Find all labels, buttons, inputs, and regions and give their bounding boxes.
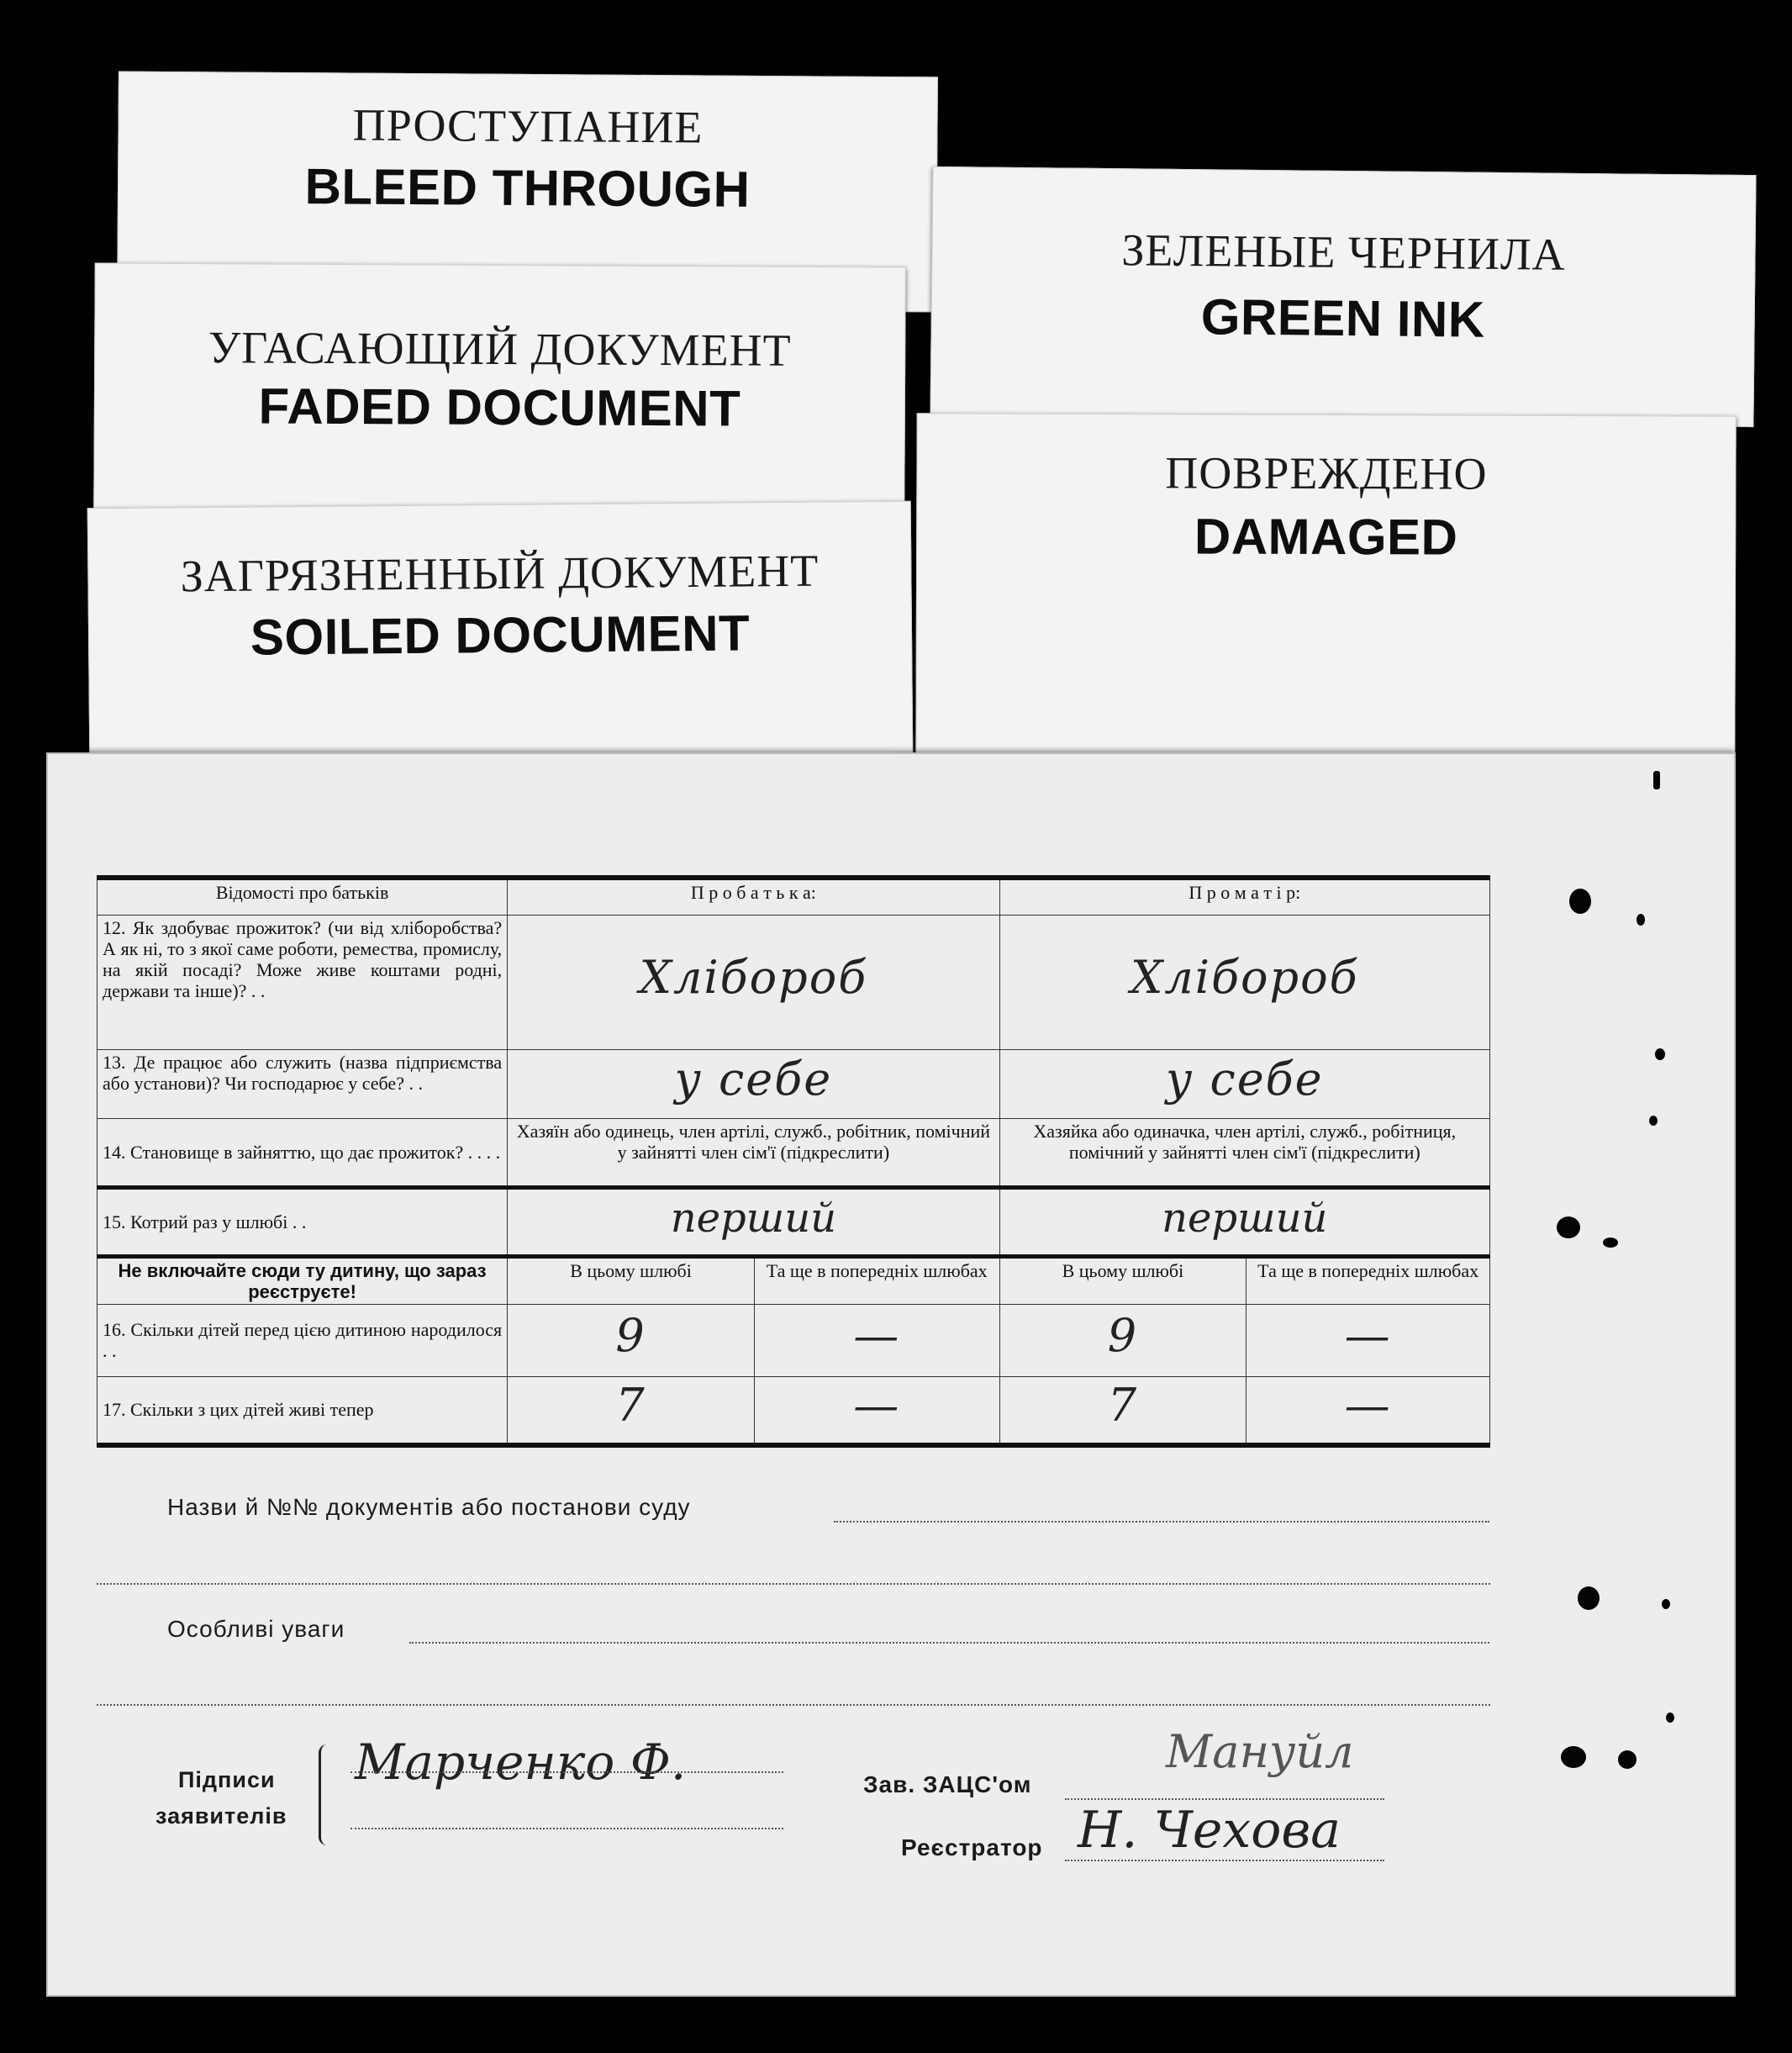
card-ru-label: ЗЕЛЕНЫЕ ЧЕРНИЛА (1121, 224, 1566, 280)
documents-label: Назви й №№ документів або постанови суду (167, 1494, 691, 1520)
col-this-marriage-father: В цьому шлюбі (508, 1256, 755, 1304)
damage-hole (1649, 1116, 1658, 1126)
card-en-label: GREEN INK (1200, 288, 1486, 348)
registrar-sig-line (1065, 1860, 1384, 1861)
row-16-label: 16. Скільки дітей перед цією дитиною народилося . . (98, 1304, 508, 1376)
parents-info-table (97, 875, 1490, 1448)
documents-line (834, 1521, 1489, 1523)
row-12-father-value: Хлібороб (639, 951, 868, 1004)
damage-hole (1618, 1750, 1637, 1769)
damage-hole (1653, 771, 1660, 789)
card-ru-label: ЗАГРЯЗНЕННЫЙ ДОКУМЕНТ (180, 545, 820, 602)
row-12-label: 12. Як здобуває прожиток? (чи від хліборобства? А як ні, то з якої саме роботи, ремества, промислу, на якій посаді? Може живе коштами родні, держави та інше)? . . (98, 915, 508, 1049)
col-previous-marriages-mother: Та ще в попередніх шлюбах (1246, 1256, 1490, 1304)
damage-hole (1655, 1048, 1665, 1060)
remarks-line-2 (97, 1704, 1490, 1706)
row-15-mother-value: перший (1162, 1194, 1328, 1242)
applicants-label-2: заявителів (155, 1803, 287, 1829)
row-17-value-4: — (1344, 1378, 1392, 1432)
card-en-label: BLEED THROUGH (304, 158, 751, 218)
damage-hole (1578, 1586, 1600, 1610)
header-mother-cell: П р о м а т і р: (999, 878, 1489, 915)
applicant-sig-line-2 (350, 1828, 783, 1829)
header-father-cell: П р о б а т ь к а: (508, 878, 999, 915)
row-16-value-1: 9 (615, 1309, 646, 1362)
row-13-mother-value: у себе (1165, 1053, 1324, 1106)
row-12-mother-value: Хлібороб (1130, 951, 1359, 1004)
card-ru-label: ПОВРЕЖДЕНО (1165, 447, 1488, 499)
damage-hole (1561, 1746, 1586, 1768)
soiled-document-card (87, 501, 914, 761)
faded-document-card (93, 262, 906, 519)
remarks-label: Особливі уваги (167, 1616, 345, 1642)
brace-bracket (319, 1744, 336, 1845)
card-en-label: SOILED DOCUMENT (250, 604, 751, 666)
row-16-value-2: — (853, 1309, 901, 1362)
damage-hole (1557, 1216, 1580, 1238)
row-15-father-value: перший (670, 1194, 837, 1242)
card-ru-label: ПРОСТУПАНИЕ (352, 99, 704, 153)
row-17-value-2: — (853, 1378, 901, 1432)
col-previous-marriages-father: Та ще в попередніх шлюбах (754, 1256, 999, 1304)
row-14-mother-options: Хазяйка або одиначка, член артілі, служб., робітниця, помічний у зайнятті член сім'ї (підкреслити) (999, 1118, 1489, 1187)
head-label: Зав. ЗАЦС'ом (863, 1771, 1032, 1797)
row-17-value-1: 7 (615, 1378, 646, 1432)
damage-hole (1637, 914, 1645, 926)
row-13-label: 13. Де працює або служить (назва підприємства або установи)? Чи господарює у себе? . . (98, 1049, 508, 1118)
card-ru-label: УГАСАЮЩИЙ ДОКУМЕНТ (208, 322, 792, 376)
note-exclude-child: Не включайте сюди ту дитину, що зараз реєструєте! (98, 1256, 508, 1304)
damage-hole (1603, 1238, 1618, 1248)
remarks-line (409, 1642, 1489, 1644)
row-17-value-3: 7 (1107, 1378, 1139, 1432)
header-info-cell: Відомості про батьків (98, 878, 508, 915)
row-14-label: 14. Становище в зайняттю, що дає прожиток? . . . . (98, 1118, 508, 1187)
row-15-label: 15. Котрий раз у шлюбі . . (98, 1187, 508, 1256)
card-en-label: DAMAGED (1194, 508, 1458, 566)
registrar-signature: Н. Чехова (1078, 1801, 1341, 1860)
card-en-label: FADED DOCUMENT (258, 377, 741, 437)
damage-hole (1662, 1599, 1670, 1609)
damage-hole (1666, 1713, 1674, 1723)
applicant-signature: Марченко Ф. (355, 1734, 687, 1791)
applicants-label-1: Підписи (178, 1767, 276, 1792)
head-signature: Мануйл (1166, 1725, 1354, 1778)
green-ink-card (930, 166, 1756, 427)
row-17-label: 17. Скільки з цих дітей живі тепер (98, 1376, 508, 1445)
row-16-value-4: — (1344, 1309, 1392, 1362)
head-sig-line (1065, 1798, 1384, 1800)
registrar-label: Реєстратор (901, 1834, 1043, 1860)
damage-hole (1569, 889, 1591, 914)
col-this-marriage-mother: В цьому шлюбі (999, 1256, 1246, 1304)
row-14-father-options: Хазяїн або одинець, член артілі, служб., робітник, помічний у зайнятті член сім'ї (підкреслити) (508, 1118, 999, 1187)
row-13-father-value: у себе (674, 1053, 833, 1106)
damaged-card (915, 413, 1736, 760)
documents-line-2 (97, 1583, 1490, 1585)
birth-record-form (46, 752, 1736, 1997)
applicant-sig-line (350, 1771, 783, 1773)
row-16-value-3: 9 (1107, 1309, 1139, 1362)
